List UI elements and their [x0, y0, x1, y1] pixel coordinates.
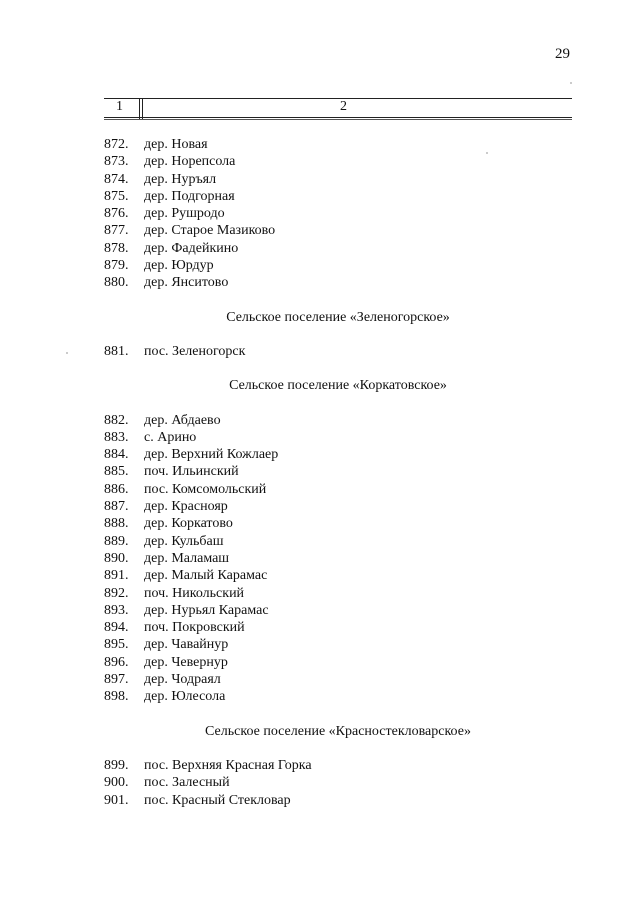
item-number: 877. [104, 223, 129, 239]
section-title: Сельское поселение «Коркатовское» [229, 378, 447, 394]
header-bottom-rule-double [104, 119, 572, 120]
item-number: 898. [104, 689, 129, 705]
header-top-rule [104, 98, 572, 99]
item-name: дер. Подгорная [144, 188, 235, 204]
item-number: 896. [104, 654, 129, 670]
item-name: дер. Маламаш [144, 550, 230, 566]
list-item [104, 619, 604, 636]
list-item [104, 257, 604, 274]
item-number: 888. [104, 516, 129, 532]
item-number: 881. [104, 343, 129, 359]
item-number: 901. [104, 792, 129, 808]
scan-speck [486, 152, 488, 154]
item-name: дер. Фадейкино [144, 240, 239, 256]
settlement-list [104, 136, 604, 809]
item-name: поч. Покровский [144, 620, 245, 636]
section-title: Сельское поселение «Красностекловарское» [205, 723, 471, 739]
list-item [104, 636, 604, 653]
list-item [104, 757, 604, 774]
item-number: 884. [104, 447, 129, 463]
item-number: 882. [104, 412, 129, 428]
item-name: дер. Чодраял [144, 672, 221, 688]
section-title: Сельское поселение «Зеленогорское» [226, 309, 450, 325]
item-name: дер. Нурьял Карамас [144, 602, 269, 618]
section-spacer [104, 360, 604, 377]
item-name: дер. Кульбаш [144, 533, 224, 549]
list-item [104, 533, 604, 550]
item-name: пос. Зеленогорск [144, 343, 246, 359]
item-number: 900. [104, 775, 129, 791]
list-item [104, 774, 604, 791]
list-item [104, 240, 604, 257]
item-number: 889. [104, 533, 129, 549]
item-number: 873. [104, 154, 129, 170]
item-name: дер. Новая [144, 137, 208, 152]
item-name: пос. Залесный [144, 775, 230, 791]
list-item [104, 498, 604, 515]
item-name: дер. Старое Мазиково [144, 223, 276, 239]
item-number: 874. [104, 171, 129, 187]
item-number: 899. [104, 757, 129, 773]
item-number: 894. [104, 620, 129, 636]
list-item [104, 171, 604, 188]
item-name: пос. Верхняя Красная Горка [144, 757, 312, 773]
list-item [104, 463, 604, 480]
list-item [104, 671, 604, 688]
item-name: дер. Малый Карамас [144, 568, 268, 584]
list-item [104, 343, 604, 360]
item-number: 897. [104, 672, 129, 688]
section-spacer [104, 292, 604, 309]
table-header [104, 98, 572, 118]
list-item [104, 585, 604, 602]
list-item [104, 188, 604, 205]
header-col-2: 2 [340, 99, 347, 114]
list-item [104, 792, 604, 809]
item-name: поч. Никольский [144, 585, 245, 601]
item-number: 878. [104, 240, 129, 256]
list-item [104, 567, 604, 584]
item-name: с. Арино [144, 429, 197, 445]
list-item [104, 446, 604, 463]
item-name: дер. Чавайнур [144, 637, 229, 653]
item-name: пос. Комсомольский [144, 481, 267, 497]
section-spacer [104, 395, 604, 412]
item-number: 875. [104, 188, 129, 204]
item-number: 891. [104, 568, 129, 584]
item-name: дер. Краснояр [144, 499, 228, 515]
item-number: 892. [104, 585, 129, 601]
list-item [104, 136, 604, 153]
item-number: 879. [104, 258, 129, 274]
page-number: 29 [555, 46, 570, 62]
item-name: дер. Нуръял [144, 171, 217, 187]
item-number: 890. [104, 550, 129, 566]
item-number: 876. [104, 206, 129, 222]
section-spacer [104, 706, 604, 723]
item-number: 895. [104, 637, 129, 653]
header-column-divider [139, 98, 140, 119]
list-item [104, 602, 604, 619]
list-item [104, 153, 604, 170]
scan-speck [570, 82, 572, 84]
list-item [104, 274, 604, 291]
list-item [104, 515, 604, 532]
item-number: 872. [104, 137, 129, 152]
item-number: 887. [104, 499, 129, 515]
item-name: дер. Янситово [144, 275, 229, 291]
item-name: дер. Абдаево [144, 412, 221, 428]
item-name: поч. Ильинский [144, 464, 239, 480]
header-bottom-rule [104, 117, 572, 118]
item-number: 883. [104, 429, 129, 445]
item-name: дер. Юлесола [144, 689, 226, 705]
list-item [104, 412, 604, 429]
list-item [104, 205, 604, 222]
item-name: дер. Чевернур [144, 654, 228, 670]
section-spacer [104, 740, 604, 757]
item-number: 885. [104, 464, 129, 480]
item-name: пос. Красный Стекловар [144, 792, 291, 808]
list-item [104, 222, 604, 239]
list-item [104, 654, 604, 671]
item-name: дер. Рушродо [144, 206, 225, 222]
item-number: 886. [104, 481, 129, 497]
item-name: дер. Юрдур [144, 258, 214, 274]
list-item [104, 688, 604, 705]
header-column-divider-double [142, 98, 143, 119]
list-item [104, 481, 604, 498]
header-col-1: 1 [116, 99, 123, 114]
item-name: дер. Верхний Кожлаер [144, 447, 279, 463]
item-name: дер. Коркатово [144, 516, 233, 532]
section-spacer [104, 326, 604, 343]
scan-speck [66, 352, 68, 354]
list-item [104, 429, 604, 446]
item-number: 880. [104, 275, 129, 291]
item-number: 893. [104, 602, 129, 618]
item-name: дер. Норепсола [144, 154, 236, 170]
list-item [104, 550, 604, 567]
